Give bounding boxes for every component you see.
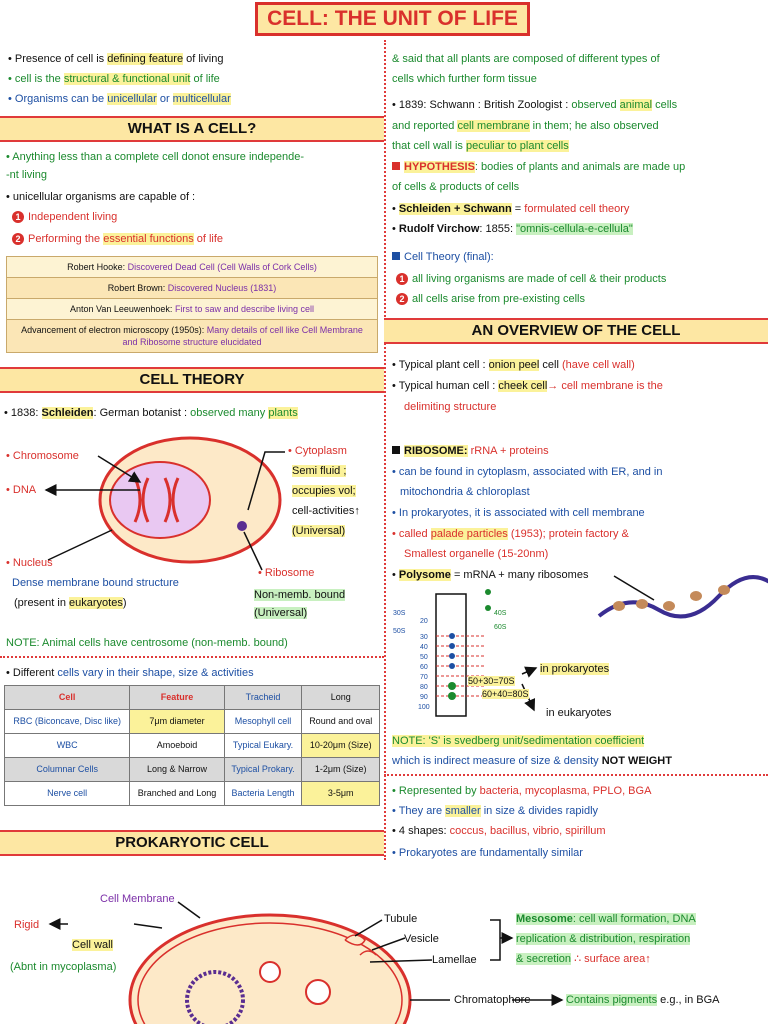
s30-label: 30S xyxy=(393,610,406,617)
cell-wall-absent: (Abnt in mycoplasma) xyxy=(10,961,117,973)
intro-line-2: • cell is the structural & functional unit of life xyxy=(8,73,220,85)
scale-100: 100 xyxy=(418,704,430,711)
schwann-line: • 1839: Schwann : British Zoologist : observed animal cells xyxy=(392,99,678,111)
in-eukaryotes: in eukaryotes xyxy=(546,707,612,719)
plant-cell-line: • Typical plant cell : onion peel cell (have cell wall) xyxy=(392,359,635,371)
ribosome-point-1: • can be found in cytoplasm, associated with ER, and in xyxy=(392,466,663,478)
schleiden-line: • 1838: Schleiden: German botanist : observed many plants xyxy=(4,407,298,419)
ribosome-universal: (Universal) xyxy=(254,607,308,619)
sedimentation-diagram xyxy=(384,560,768,720)
intro-line-3: • Organisms can be unicellular or multicellular xyxy=(8,93,231,105)
formulated-line: • Schleiden + Schwann = formulated cell theory xyxy=(392,203,630,215)
in-prokaryotes: in prokaryotes xyxy=(540,663,610,675)
right-line-1: & said that all plants are composed of different types of xyxy=(392,53,660,65)
cytoplasm-universal: (Universal) xyxy=(292,525,346,537)
prok-point-1: • Represented by bacteria, mycoplasma, PPLO, BGA xyxy=(392,785,652,797)
cell-wall-label: Cell wall xyxy=(72,939,113,951)
section-divider xyxy=(384,774,768,776)
column-divider xyxy=(384,40,386,860)
chromosome-label: • Chromosome xyxy=(6,450,79,462)
vesicle-label: Vesicle xyxy=(404,933,439,945)
centrosome-note: NOTE: Animal cells have centrosome (non-memb. bound) xyxy=(6,637,288,649)
what-is-cell-heading: WHAT IS A CELL? xyxy=(0,116,384,142)
svedberg-note: NOTE: 'S' is svedberg unit/sedimentation coefficient xyxy=(392,735,645,747)
s50-label: 50S xyxy=(393,628,406,635)
cytoplasm-semi: Semi fluid ; xyxy=(292,465,347,477)
scale-60: 60 xyxy=(420,664,428,671)
mesosome-line-2: replication & distribution, respiration xyxy=(516,933,691,945)
capability-2: 2 Performing the essential functions of life xyxy=(12,232,223,247)
ribosome-label: • Ribosome xyxy=(258,567,315,579)
right-line-2: cells which further form tissue xyxy=(392,73,537,85)
scale-30: 30 xyxy=(420,634,428,641)
scale-90: 90 xyxy=(420,694,428,701)
sum-80s: 60+40=80S xyxy=(482,689,529,699)
page-title: CELL: THE UNIT OF LIFE xyxy=(255,2,530,36)
cytoplasm-activities: cell-activities↑ xyxy=(292,505,360,517)
scale-40: 40 xyxy=(420,644,428,651)
human-cell-line: • Typical human cell : cheek cell→ cell membrane is the xyxy=(392,380,663,392)
hypothesis-line: HYPOTHESIS: bodies of plants and animals are made up xyxy=(392,160,685,175)
mesosome-line-1: Mesosome: cell wall formation, DNA xyxy=(516,913,696,925)
chromatophore-label: Chromatophore xyxy=(454,994,531,1006)
s40-label: 40S xyxy=(494,610,507,617)
svedberg-note-2: which is indirect measure of size & density NOT WEIGHT xyxy=(392,755,672,767)
cytoplasm-occupies: occupies vol; xyxy=(292,485,356,497)
s60-label: 60S xyxy=(494,624,507,631)
prok-point-2: • They are smaller in size & divides rapidly xyxy=(392,805,599,817)
ribosome-point-2: • In prokaryotes, it is associated with cell membrane xyxy=(392,507,645,519)
intro-line-1: • Presence of cell is defining feature of living xyxy=(8,53,224,65)
ribosome-point-3: • called palade particles (1953); protein factory & xyxy=(392,528,629,540)
cytoplasm-label: • Cytoplasm xyxy=(288,445,347,457)
section-divider xyxy=(0,656,384,658)
virchow-line: • Rudolf Virchow: 1855: "omnis-cellula-e-cellula" xyxy=(392,223,633,235)
table-row: Cell Feature Tracheid Long xyxy=(5,686,380,710)
nucleus-present: (present in eukaryotes) xyxy=(14,597,127,609)
what-is-cell-line-3: • unicellular organisms are capable of : xyxy=(6,191,196,203)
table-row: Robert Brown: Discovered Nucleus (1831) xyxy=(7,278,378,299)
pigments-line: Contains pigments e.g., in BGA xyxy=(566,994,720,1006)
prok-point-3: • 4 shapes: coccus, bacillus, vibrio, spirillum xyxy=(392,825,606,837)
hypothesis-line-2: of cells & products of cells xyxy=(392,181,520,193)
what-is-cell-line-2: -nt living xyxy=(6,169,47,181)
nucleus-label: • Nucleus xyxy=(6,557,53,569)
shapes-line: • Different cells vary in their shape, size & activities xyxy=(6,667,254,679)
tubule-label: Tubule xyxy=(384,913,418,925)
ribosome-point-3b: Smallest organelle (15-20nm) xyxy=(404,548,549,560)
table-row: Nerve cell Branched and Long Bacteria Length 3-5μm xyxy=(5,782,380,806)
rigid-label: Rigid xyxy=(14,919,40,931)
human-cell-line-2: delimiting structure xyxy=(404,401,497,413)
scale-80: 80 xyxy=(420,684,428,691)
ribosome-point-1b: mitochondria & chloroplast xyxy=(400,486,530,498)
cell-theory-final: Cell Theory (final): xyxy=(392,250,494,265)
overview-heading: AN OVERVIEW OF THE CELL xyxy=(384,318,768,344)
table-row: RBC (Biconcave, Disc like) 7μm diameter Mesophyll cell Round and oval xyxy=(5,710,380,734)
polysome-line: • Polysome = mRNA + many ribosomes xyxy=(392,569,589,581)
what-is-cell-line-1: • Anything less than a complete cell donot ensure independe- xyxy=(6,151,304,163)
table-row: Anton Van Leeuwenhoek: First to saw and describe living cell xyxy=(7,299,378,320)
table-row: Advancement of electron microscopy (1950s): Many details of cell like Cell Membrane and Ribosome structure elucidated xyxy=(7,320,378,353)
table-row: Robert Hooke: Discovered Dead Cell (Cell Walls of Cork Cells) xyxy=(7,257,378,278)
cell-membrane-label: Cell Membrane xyxy=(100,893,175,905)
scale-20: 20 xyxy=(420,618,428,625)
ribosome-dot xyxy=(237,521,247,531)
cell-theory-point-1: 1 all living organisms are made of cell & their products xyxy=(396,272,666,287)
ribosome-nonmemb: Non-memb. bound xyxy=(254,589,346,601)
schwann-line-2: and reported cell membrane in them; he also observed xyxy=(392,120,659,132)
prokaryotic-heading: PROKARYOTIC CELL xyxy=(0,830,384,856)
table-row: Columnar Cells Long & Narrow Typical Prokary. 1-2μm (Size) xyxy=(5,758,380,782)
scientists-table xyxy=(6,256,378,353)
scale-50: 50 xyxy=(420,654,428,661)
schwann-line-3: that cell wall is peculiar to plant cells xyxy=(392,140,569,152)
cell-theory-point-2: 2 all cells arise from pre-existing cells xyxy=(396,292,585,307)
mesosome-line-3: & secretion ∴ surface area↑ xyxy=(516,953,651,965)
ribosome-line: RIBOSOME: rRNA + proteins xyxy=(392,444,549,459)
prok-point-4: • Prokaryotes are fundamentally similar xyxy=(392,847,583,859)
table-row: WBC Amoeboid Typical Eukary. 10-20μm (Size) xyxy=(5,734,380,758)
sum-70s: 50+30=70S xyxy=(468,676,515,686)
scale-70: 70 xyxy=(420,674,428,681)
capability-1: 1 Independent living xyxy=(12,210,117,225)
lamellae-label: Lamellae xyxy=(432,954,477,966)
nucleus-dense: Dense membrane bound structure xyxy=(12,577,179,589)
cells-table xyxy=(4,685,380,806)
dna-label: • DNA xyxy=(6,484,37,496)
cell-theory-heading: CELL THEORY xyxy=(0,367,384,393)
